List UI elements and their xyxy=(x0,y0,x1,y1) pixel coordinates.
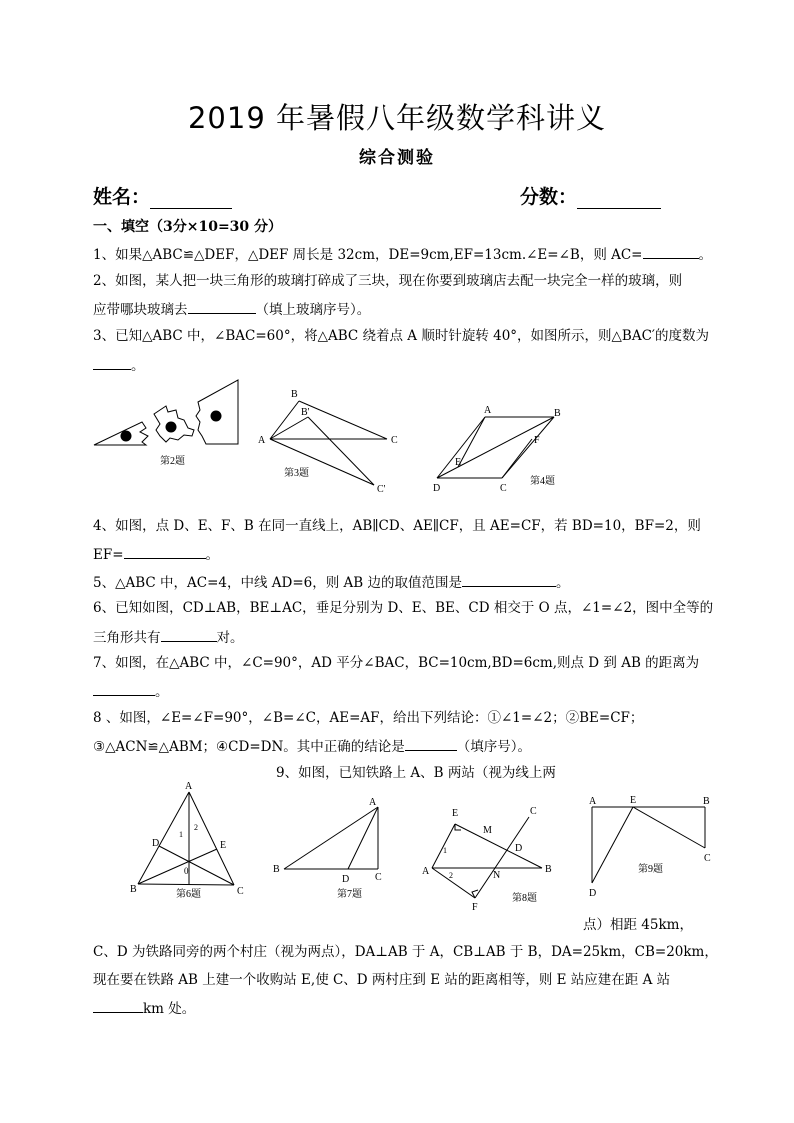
fig8-label-B: B xyxy=(545,864,552,875)
figure-3-caption: 第3题 xyxy=(284,468,309,479)
question-7-end: 。 xyxy=(155,684,169,700)
question-9-line-5 xyxy=(93,998,703,1018)
answer-blank-5[interactable] xyxy=(462,572,556,587)
figure-row-1 xyxy=(88,372,588,504)
section-heading: 一、填空（3分×10=30 分） xyxy=(93,219,283,235)
fig4-label-E: E xyxy=(455,457,462,468)
piece-3-label: ③ xyxy=(212,412,220,422)
piece-2-label: ② xyxy=(167,423,175,433)
question-2-line-2 xyxy=(93,299,703,319)
question-8-text: ③△ACN≌△ABM；④CD=DN。其中正确的结论是 xyxy=(93,739,405,755)
fig3-label-A: A xyxy=(258,435,266,446)
fig9-label-C: C xyxy=(704,853,711,864)
fig7-label-A: A xyxy=(369,797,377,808)
question-9-line-1: 9、如图，已知铁路上 A、B 两站（视为线上两 xyxy=(276,765,556,781)
fig4-label-B: B xyxy=(554,408,561,419)
question-4-text: EF= xyxy=(93,547,124,563)
fig3-label-C: C xyxy=(391,435,398,446)
question-4-line-2 xyxy=(93,544,703,564)
figure-8-caption: 第8题 xyxy=(512,893,537,904)
figure-4-caption: 第4题 xyxy=(530,476,555,487)
question-3-end: 。 xyxy=(131,358,145,374)
figure-9-caption: 第9题 xyxy=(638,864,663,875)
fig8-label-2: 2 xyxy=(449,871,453,880)
fig4-label-A: A xyxy=(484,405,492,416)
question-9-line-4: 现在要在铁路 AB 上建一个收购站 E,使 C、D 两村庄到 E 站的距离相等，则 E 站应建在距 A 站 xyxy=(93,972,671,988)
fig8-label-1: 1 xyxy=(443,846,447,855)
fig8-label-D: D xyxy=(515,843,523,854)
fig9-label-B: B xyxy=(703,796,710,807)
fig8-label-C: C xyxy=(530,806,537,817)
figure-8 xyxy=(422,806,552,913)
question-2-line-1: 2、如图，某人把一块三角形的玻璃打碎成了三块，现在你要到玻璃店去配一块完全一样的玻璃，则 xyxy=(93,273,683,289)
question-4-end: 。 xyxy=(205,547,220,563)
question-6-line-2 xyxy=(93,627,703,647)
figure-7-caption: 第7题 xyxy=(337,889,362,900)
fig8-label-E: E xyxy=(452,808,459,819)
fig7-label-C: C xyxy=(375,872,382,883)
question-2-text: 应带哪块玻璃去 xyxy=(93,302,188,318)
fig3-label-B-prime: B' xyxy=(301,407,310,418)
figure-row-2 xyxy=(88,780,728,915)
answer-blank-9[interactable] xyxy=(93,998,143,1013)
answer-blank-2[interactable] xyxy=(188,299,256,314)
name-blank[interactable] xyxy=(150,190,232,209)
score-field[interactable] xyxy=(520,182,661,209)
fig8-label-M: M xyxy=(483,825,492,836)
question-7-line-2 xyxy=(93,681,703,701)
answer-blank-6[interactable] xyxy=(161,627,217,642)
question-5 xyxy=(93,572,703,592)
question-5-end: 。 xyxy=(556,575,570,591)
fig9-label-A: A xyxy=(589,796,597,807)
name-label: 姓名： xyxy=(93,186,151,208)
fig6-label-D: D xyxy=(152,838,160,849)
fig3-label-C-prime: C' xyxy=(377,484,386,495)
question-1-text: 1、如果△ABC≌△DEF，△DEF 周长是 32cm，DE=9cm,EF=13cm.∠E=∠B，则 AC= xyxy=(93,247,643,263)
figure-3 xyxy=(258,389,398,495)
question-2-end: （填上玻璃序号）。 xyxy=(255,302,371,318)
fig9-label-D: D xyxy=(589,888,597,899)
fig9-label-E: E xyxy=(630,795,637,806)
answer-blank-8[interactable] xyxy=(405,736,457,751)
question-1-end: 。 xyxy=(698,247,712,263)
fig6-label-A: A xyxy=(185,781,193,792)
answer-blank-7[interactable] xyxy=(93,681,155,696)
piece-1-label: ① xyxy=(122,432,130,442)
glass-piece-1 xyxy=(94,422,148,445)
figure-2-caption: 第2题 xyxy=(160,456,185,467)
question-4-line-1: 4、如图，点 D、E、F、B 在同一直线上，AB∥CD、AE∥CF，且 AE=CF，若 BD=10，BF=2，则 xyxy=(93,518,701,534)
fig7-label-D: D xyxy=(342,874,350,885)
score-label: 分数： xyxy=(520,186,578,208)
fig8-label-N: N xyxy=(493,870,501,881)
figure-2 xyxy=(94,380,238,467)
fig4-label-D: D xyxy=(433,483,441,494)
question-5-text: 5、△ABC 中，AC=4，中线 AD=6，则 AB 边的取值范围是 xyxy=(93,575,463,591)
figure-9 xyxy=(589,795,711,899)
question-9-line-3: C、D 为铁路同旁的两个村庄（视为两点），DA⊥AB 于 A，CB⊥AB 于 B，DA=25km，CB=20km， xyxy=(93,944,718,960)
question-6-line-1: 6、已知如图，CD⊥AB，BE⊥AC，垂足分别为 D、E、BE、CD 相交于 O 点，∠1=∠2，图中全等的 xyxy=(93,600,714,616)
fig6-label-1: 1 xyxy=(179,830,183,839)
fig7-label-B: B xyxy=(273,864,280,875)
fig3-label-B: B xyxy=(291,389,298,400)
answer-blank-1[interactable] xyxy=(643,244,699,259)
question-7-line-1: 7、如图，在△ABC 中，∠C=90°，AD 平分∠BAC，BC=10cm,BD=6cm,则点 D 到 AB 的距离为 xyxy=(93,655,700,671)
figure-7 xyxy=(273,797,382,900)
fig8-label-F: F xyxy=(472,902,478,913)
figure-4 xyxy=(433,405,561,494)
fig6-label-C: C xyxy=(237,886,244,897)
question-9-end: km 处。 xyxy=(143,1001,196,1017)
question-6-end: 对。 xyxy=(216,630,244,646)
question-1 xyxy=(93,244,712,264)
question-3-line-1: 3、已知△ABC 中，∠BAC=60°，将△ABC 绕着点 A 顺时针旋转 40°，如图所示，则△BAC′的度数为 xyxy=(93,328,709,344)
figure-6-caption: 第6题 xyxy=(176,889,201,900)
question-8-end: （填序号）。 xyxy=(456,739,532,755)
fig4-label-F: F xyxy=(534,435,540,446)
fig6-label-E: E xyxy=(220,840,227,851)
answer-blank-4[interactable] xyxy=(124,544,206,559)
page-title: 2019 年暑假八年级数学科讲义 xyxy=(187,101,607,135)
page-subtitle: 综合测验 xyxy=(359,148,435,168)
fig4-label-C: C xyxy=(500,483,507,494)
question-8-line-2 xyxy=(93,736,703,756)
fig8-label-A: A xyxy=(422,866,430,877)
question-9-line-2: 点）相距 45km， xyxy=(583,917,693,933)
question-8-line-1: 8 、如图，∠E=∠F=90°，∠B=∠C，AE=AF，给出下列结论：①∠1=∠2；②BE=CF； xyxy=(93,710,644,726)
fig6-label-2: 2 xyxy=(194,823,198,832)
fig6-label-B: B xyxy=(130,884,137,895)
answer-blank-3[interactable] xyxy=(93,355,131,370)
score-blank[interactable] xyxy=(577,190,661,209)
fig6-label-O: 0 xyxy=(184,866,189,876)
figure-6 xyxy=(130,781,244,900)
name-field[interactable] xyxy=(93,182,232,209)
question-6-text: 三角形共有 xyxy=(93,630,161,646)
